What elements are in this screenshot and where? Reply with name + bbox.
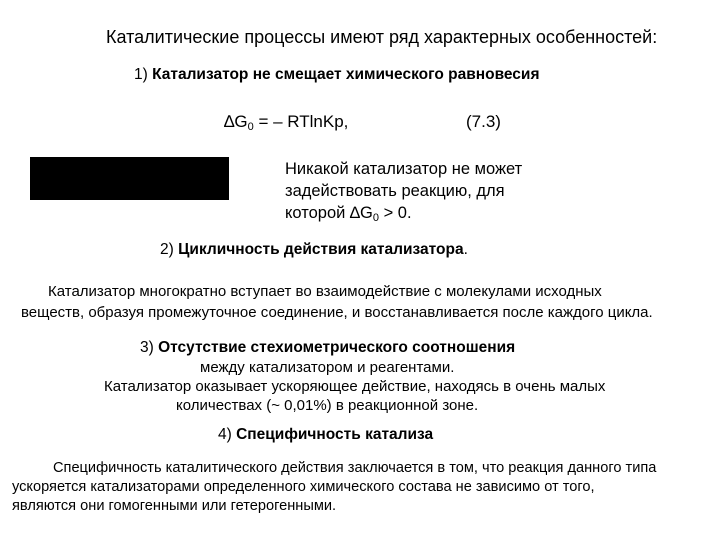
page-title: Каталитические процессы имеют ряд характерных особенностей: <box>106 27 658 47</box>
note-line-3-post: > 0. <box>378 204 412 222</box>
formula-rest: = – RTlnKp, <box>253 112 349 131</box>
point-2-heading <box>160 242 468 258</box>
point-2-number: 2) <box>160 241 179 258</box>
point-3-text-line-2: Катализатор оказывает ускоряющее действие, находясь в очень малых <box>104 378 606 395</box>
formula-subscript: 0 <box>247 121 254 133</box>
point-2-heading-end: . <box>463 241 468 258</box>
note-line-1: Никакой катализатор не может <box>285 160 523 178</box>
note-line-3-pre: которой ∆G <box>285 204 373 222</box>
gibbs-formula <box>224 113 348 133</box>
equation-number: (7.3) <box>466 112 501 131</box>
formula-delta-g: ∆G <box>224 112 248 131</box>
point-4-text-line-3: являются они гомогенными или гетерогенными. <box>12 498 337 514</box>
point-4-number: 4) <box>218 426 237 443</box>
point-2-heading-text: Цикличность действия катализатора <box>178 241 464 258</box>
point-4-text-line-2: ускоряется катализаторами определенного химического состава не зависимо от того, <box>12 479 595 495</box>
point-4-text-line-1: Специфичность каталитического действия заключается в том, что реакция данного типа <box>53 460 657 476</box>
point-3-text-line-3: количествах (~ 0,01%) в реакционной зоне. <box>176 397 479 414</box>
point-3-number: 3) <box>140 339 159 356</box>
note-line-3-subscript: 0 <box>372 212 379 224</box>
point-1-heading <box>134 67 540 83</box>
point-1-heading-text: Катализатор не смещает химического равновесия <box>152 66 540 83</box>
black-rectangle <box>30 157 229 200</box>
point-3-heading <box>140 340 515 356</box>
point-1-number: 1) <box>134 66 153 83</box>
point-3-heading-text: Отсутствие стехиометрического соотношения <box>158 339 516 356</box>
point-4-heading <box>218 427 433 443</box>
point-2-text-line-1: Катализатор многократно вступает во взаимодействие с молекулами исходных <box>48 283 602 300</box>
point-3-text-line-1: между катализатором и реагентами. <box>200 359 455 376</box>
point-4-heading-text: Специфичность катализа <box>236 426 434 443</box>
catalyst-note <box>285 158 558 229</box>
note-line-2: задействовать реакцию, для <box>285 182 505 200</box>
point-2-text-line-2: веществ, образуя промежуточное соединение, и восстанавливается после каждого цикла. <box>21 304 653 321</box>
